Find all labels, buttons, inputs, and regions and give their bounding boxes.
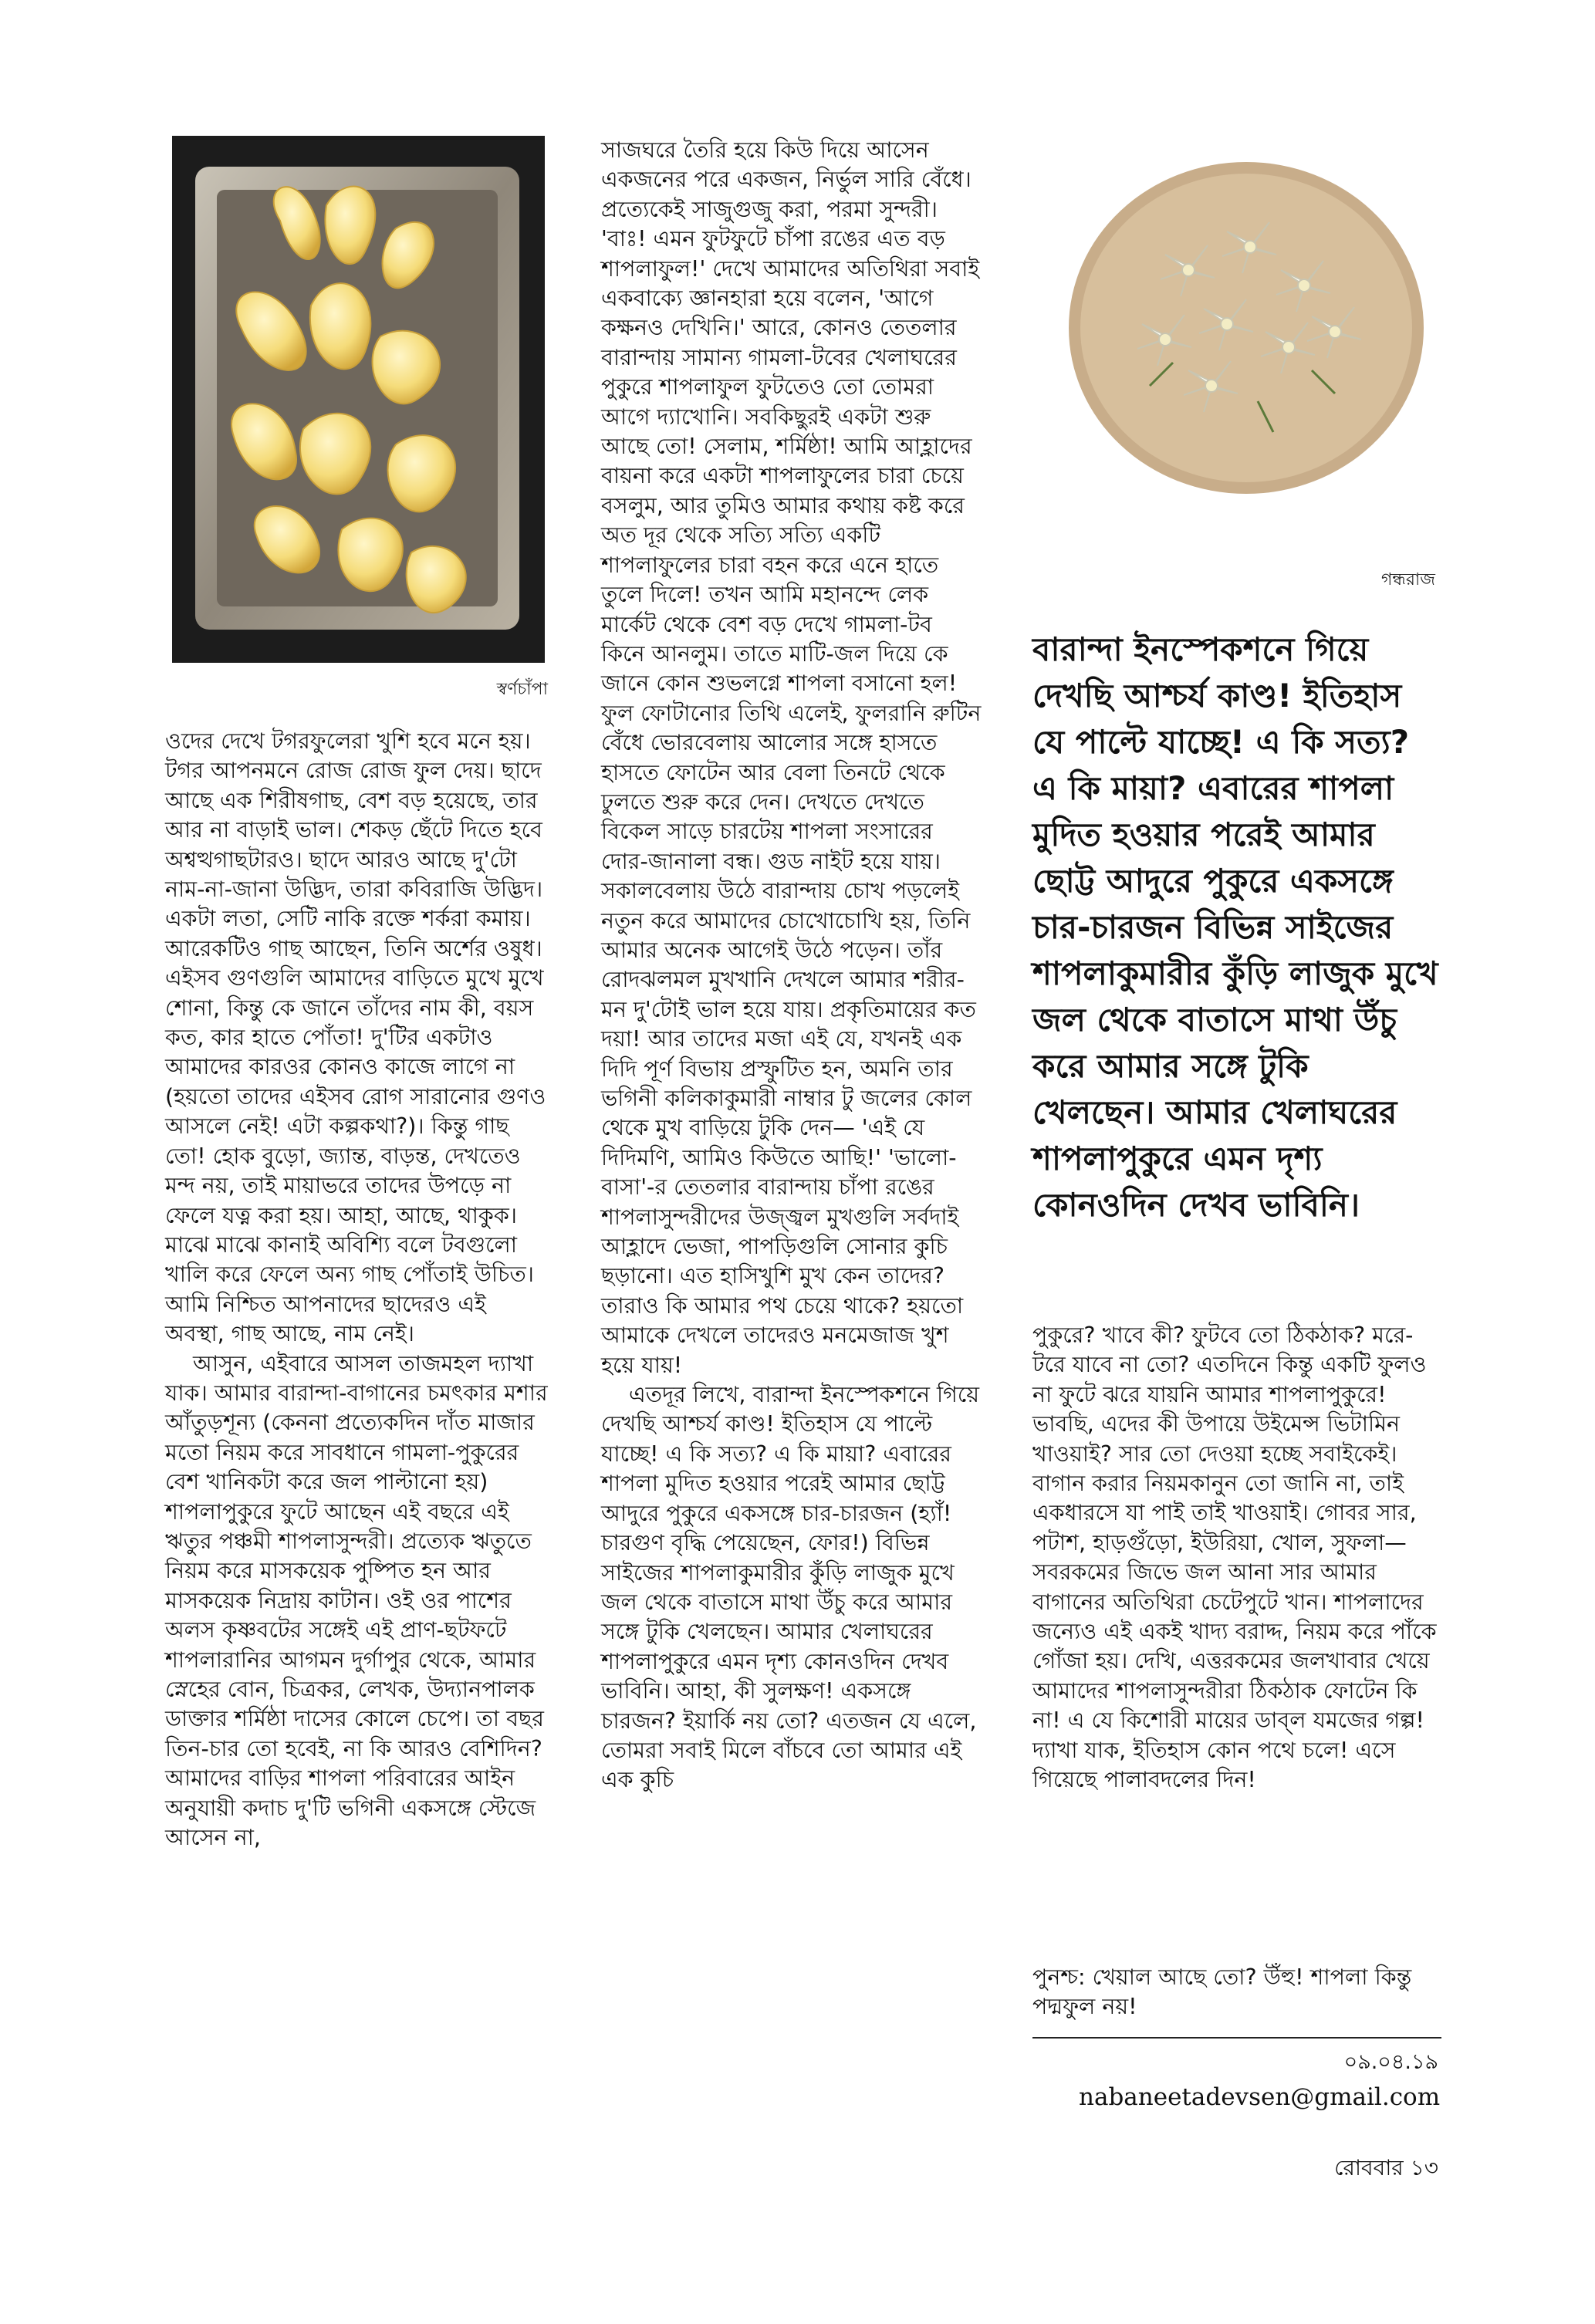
- article-column-2: [601, 136, 982, 1795]
- column2-paragraph-1: সাজঘরে তৈরি হয়ে কিউ দিয়ে আসেন একজনের পরে একজন, নির্ভুল সারি বেঁধে। প্রত্যেকেই সাজুগুজু করা, পরমা সুন্দরী। 'বাঃ! এমন ফুটফুটে চাঁপা রঙের এত বড় শাপলাফুল!' দেখে আমাদের অতিথিরা সবাই একবাক্যে জ্ঞানহারা হয়ে বলেন, 'আগে কক্ষনও দেখিনি।' আরে, কোনও তেতলার বারান্দায় সামান্য গামলা-টবের খেলাঘরের পুকুরে শাপলাফুল ফুটতেও তো তোমরা আগে দ্যাখোনি। সবকিছুরই একটা শুরু আছে তো! সেলাম, শর্মিষ্ঠা! আমি আহ্লাদের বায়না করে একটা শাপলাফুলের চারা চেয়ে বসলুম, আর তুমিও আমার কথায় কষ্ট করে অত দূর থেকে সত্যি সত্যি একটি শাপলাফুলের চারা বহন করে এনে হাতে তুলে দিলে! তখন আমি মহানন্দে লেক মার্কেট থেকে বেশ বড় দেখে গামলা-টব কিনে আনলুম। তাতে মাটি-জল দিয়ে কে জানে কোন শুভলগ্নে শাপলা বসানো হল! ফুল ফোটানোর তিথি এলেই, ফুলরানি রুটিন বেঁধে ভোরবেলায় আলোর সঙ্গে হাসতে হাসতে ফোটেন আর বেলা তিনটে থেকে ঢুলতে শুরু করে দেন। দেখতে দেখতে বিকেল সাড়ে চারটেয় শাপলা সংসারের দোর-জানালা বন্ধ। গুড নাইট হয়ে যায়। সকালবেলায় উঠে বারান্দায় চোখ পড়লেই নতুন করে আমাদের চোখোচোখি হয়, তিনি আমার অনেক আগেই উঠে পড়েন। তাঁর রোদঝলমল মুখখানি দেখলে আমার শরীর-মন দু'টোই ভাল হয়ে যায়। প্রকৃতিমায়ের কত দয়া! আর তাদের মজা এই যে, যখনই এক দিদি পূর্ণ বিভায় প্রস্ফুটিত হন, অমনি তার ভগিনী কলিকাকুমারী নাম্বার টু জলের কোল থেকে মুখ বাড়িয়ে টুকি দেন— 'এই যে দিদিমণি, আমিও কিউতে আছি!' 'ভালো-বাসা'-র তেতলার বারান্দায় চাঁপা রঙের শাপলাসুন্দরীদের উজ্জ্বল মুখগুলি সর্বদাই আহ্লাদে ভেজা, পাপড়িগুলি সোনার কুচি ছড়ানো। এত হাসিখুশি মুখ কেন তাদের? তারাও কি আমার পথ চেয়ে থাকে? হয়তো আমাকে দেখলে তাদেরও মনমেজাজ খুশ হয়ে যায়!: [601, 137, 982, 1378]
- author-email[interactable]: nabaneetadevsen@gmail.com: [1079, 2083, 1441, 2111]
- photo-swarnachampa: [172, 136, 545, 663]
- photo-gandharaj: [1057, 154, 1435, 502]
- column1-paragraph-1: ওদের দেখে টগরফুলেরা খুশি হবে মনে হয়। টগর আপনমনে রোজ রোজ ফুল দেয়। ছাদে আছে এক শিরীষগাছ, বেশ বড় হয়েছে, তার আর না বাড়াই ভাল। শেকড় ছেঁটে দিতে হবে অশ্বত্থগাছটারও। ছাদে আরও আছে দু'টো নাম-না-জানা উদ্ভিদ, তারা কবিরাজি উদ্ভিদ। একটা লতা, সেটি নাকি রক্তে শর্করা কমায়। আরেকটিও গাছ আছেন, তিনি অর্শের ওষুধ। এইসব গুণগুলি আমাদের বাড়িতে মুখে মুখে শোনা, কিন্তু কে জানে তাঁদের নাম কী, বয়স কত, কার হাতে পোঁতা! দু'টির একটাও আমাদের কারওর কোনও কাজে লাগে না (হয়তো তাদের এইসব রোগ সারানোর গুণও আসলে নেই! এটা কল্পকথা?)। কিন্তু গাছ তো! হোক বুড়ো, জ্যান্ত, বাড়ন্ত, দেখতেও মন্দ নয়, তাই মায়াভরে তাদের উপড়ে না ফেলে যত্ন করা হয়। আহা, আছে, থাকুক। মাঝে মাঝে কানাই অবিশ্যি বলে টবগুলো খালি করে ফেলে অন্য গাছ পোঁতাই উচিত। আমি নিশ্চিত আপনাদের ছাদেরও এই অবস্থা, গাছ আছে, নাম নেই।: [165, 728, 546, 1347]
- photo-swarnachampa-caption: স্বর্ণচাঁপা: [496, 680, 548, 699]
- postscript: পুনশ্চ: খেয়াল আছে তো? উঁহু! শাপলা কিন্তু পদ্মফুল নয়!: [1032, 1964, 1412, 2020]
- swarnachampa-image: [172, 136, 545, 663]
- column2-paragraph-2: এতদূর লিখে, বারান্দা ইনস্পেকশনে গিয়ে দেখছি আশ্চর্য কাণ্ড! ইতিহাস যে পাল্টে যাচ্ছে! এ কি সত্য? এ কি মায়া? এবারের শাপলা মুদিত হওয়ার পরেই আমার ছোট্ট আদুরে পুকুরে একসঙ্গে চার-চারজন (হ্যাঁ! চারগুণ বৃদ্ধি পেয়েছেন, ফোর!) বিভিন্ন সাইজের শাপলাকুমারীর কুঁড়ি লাজুক মুখে জল থেকে বাতাসে মাথা উঁচু করে আমার সঙ্গে টুকি খেলছেন। আমার খেলাঘরের শাপলাপুকুরে এমন দৃশ্য কোনওদিন দেখব ভাবিনি। আহা, কী সুলক্ষণ! একসঙ্গে চারজন? ইয়ার্কি নয় তো? এতজন যে এলে, তোমরা সবাই মিলে বাঁচবে তো আমার এই এক কুচি: [601, 1382, 980, 1793]
- column3-paragraph: পুকুরে? খাবে কী? ফুটবে তো ঠিকঠাক? মরে-টরে যাবে না তো? এতদিনে কিন্তু একটি ফুলও না ফুটে ঝরে যায়নি আমার শাপলাপুকুরে! ভাবছি, এদের কী উপায়ে উইমেন্স ভিটামিন খাওয়াই? সার তো দেওয়া হচ্ছে সবাইকেই। বাগান করার নিয়মকানুন তো জানি না, তাই একধারসে যা পাই তাই খাওয়াই। গোবর সার, পটাশ, হাড়গুঁড়ো, ইউরিয়া, খোল, সুফলা— সবরকমের জিভে জল আনা সার আমার বাগানের অতিথিরা চেটেপুটে খান। শাপলাদের জন্যেও এই একই খাদ্য বরাদ্দ, নিয়ম করে পাঁকে গোঁজা হয়। দেখি, এত্তরকমের জলখাবার খেয়ে আমাদের শাপলাসুন্দরীরা ঠিকঠাক ফোটেন কি না! এ যে কিশোরী মায়ের ডাব্‌ল যমজের গল্প! দ্যাখা যাক, ইতিহাস কোন পথে চলে! এসে গিয়েছে পালাবদলের দিন!: [1032, 1322, 1437, 1793]
- pull-quote: বারান্দা ইনস্পেকশনে গিয়ে দেখছি আশ্চর্য কাণ্ড! ইতিহাস যে পাল্টে যাচ্ছে! এ কি সত্য? এ কি মায়া? এবারের শাপলা মুদিত হওয়ার পরেই আমার ছোট্ট আদুরে পুকুরে একসঙ্গে চার-চারজন বিভিন্ন সাইজের শাপলাকুমারীর কুঁড়ি লাজুক মুখে জল থেকে বাতাসে মাথা উঁচু করে আমার সঙ্গে টুকি খেলছেন। আমার খেলাঘরের শাপলাপুকুরে এমন দৃশ্য কোনওদিন দেখব ভাবিনি।: [1032, 630, 1438, 1224]
- gandharaj-image: [1057, 154, 1435, 502]
- column1-paragraph-2: আসুন, এইবারে আসল তাজমহল দ্যাখা যাক। আমার বারান্দা-বাগানের চমৎকার মশার আঁতুড়শূন্য (কেননা প্রত্যেকদিন দাঁত মাজার মতো নিয়ম করে সাবধানে গামলা-পুকুরের বেশ খানিকটা করে জল পাল্টানো হয়) শাপলাপুকুরে ফুটে আছেন এই বছরে এই ঋতুর পঞ্চমী শাপলাসুন্দরী। প্রত্যেক ঋতুতে নিয়ম করে মাসকয়েক পুষ্পিত হন আর মাসকয়েক নিদ্রায় কাটান। ওই ওর পাশের অলস কৃষ্ণবটের সঙ্গেই এই প্রাণ-ছটফটে শাপলারানির আগমন দুর্গাপুর থেকে, আমার স্নেহের বোন, চিত্রকর, লেখক, উদ্যানপালক ডাক্তার শর্মিষ্ঠা দাসের কোলে চেপে। তা বছর তিন-চার তো হবেই, না কি আরও বেশিদিন? আমাদের বাড়ির শাপলা পরিবারের আইন অনুযায়ী কদাচ দু'টি ভগিনী একসঙ্গে স্টেজে আসেন না,: [165, 1350, 548, 1851]
- article-date: ০৯.০৪.১৯: [1343, 2050, 1438, 2074]
- page-footer: রোববার ১৩: [1334, 2155, 1438, 2180]
- signoff-divider: [1032, 2037, 1441, 2039]
- photo-gandharaj-caption: গন্ধরাজ: [1380, 570, 1435, 589]
- article-column-3: [1032, 1321, 1441, 1795]
- article-column-1: [165, 727, 551, 1853]
